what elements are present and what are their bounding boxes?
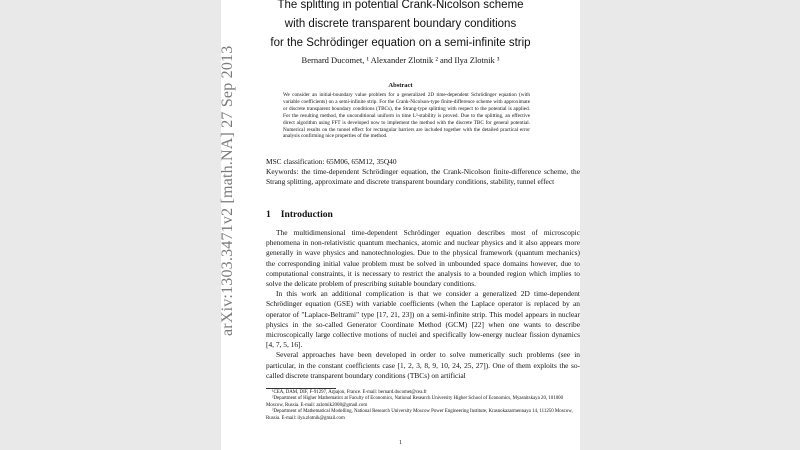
footnote: ³Department of Mathematical Modelling, National Research University Moscow Power Engineering Institute, Krasnokazarmennaya 14, 111250 Moscow, Russia. E-mail: ilya.zlotnik@gmail.com xyxy=(266,409,573,421)
arxiv-identifier: arXiv:1303.3471v2 [math.NA] 27 Sep 2013 xyxy=(219,45,236,336)
footnote: ²Department of Higher Mathematics at Faculty of Economics, National Research University Higher School of Economics, Myasnitskaya 20, 101000 Moscow, Russia. E-mail: azlotnik2008@gmail.com xyxy=(266,396,564,408)
paragraph: Several approaches have been developed in order to solve numerically such problems (see in particular, in the constant coefficients case [1, 2, 3, 8, 9, 10, 24, 25, 27]). One of them exploits the so-called discrete transparent boundary conditions (TBCs) on artificial xyxy=(266,350,580,380)
footnote: ¹CEA, DAM, DIF, F-91297, Arpajon, France. E-mail: bernard.ducomet@cea.fr xyxy=(272,390,427,395)
footnotes xyxy=(266,390,580,422)
msc-classification: MSC classification: 65M06, 65M12, 35Q40 xyxy=(266,157,397,166)
footnote-divider xyxy=(266,388,336,389)
paragraph: The multidimensional time-dependent Schrödinger equation describes most of microscopic phenomena in non-relativistic quantum mechanics, atomic and nuclear physics and it also appears more generally in wave physics and nanotechnologies. Due to the physical framework (quantum mechanics) the corresponding initial value problem must be solved in unbounded space domains however, due to computational constraints, it is necessary to restrict the analysis to a bounded region which implies to solve the delicate problem of prescribing suitable boundary conditions. xyxy=(266,228,580,289)
abstract-heading: Abstract xyxy=(388,82,413,89)
title-line: for the Schrödinger equation on a semi-infinite strip xyxy=(270,37,531,49)
keywords: Keywords: the time-dependent Schrödinger equation, the Crank-Nicolson finite-difference scheme, the Strang splitting, approximate and discrete transparent boundary conditions, stability, tunnel effect xyxy=(266,167,580,187)
section-heading xyxy=(266,209,333,220)
abstract-text: We consider an initial-boundary value problem for a generalized 2D time-dependent Schrödinger equation (with variable coefficients) on a semi-infinite strip. For the Crank-Nicolson-type finite-difference scheme with approximate or discrete transparent boundary conditions (TBCs), the Strang-type splitting with respect to the potential is applied. For the resulting method, the unconditional uniform in time L²-stability is proved. Due to the splitting, an effective direct algorithm using FFT is developed now to implement the method with the discrete TBC for general potential. Numerical results on the tunnel effect for rectangular barriers are included together with the detailed practical error analysis confirming nice properties of the method. xyxy=(283,92,530,140)
title-line: The splitting in potential Crank-Nicolson scheme xyxy=(277,0,524,11)
title-line: with discrete transparent boundary conditions xyxy=(284,18,517,30)
introduction-body xyxy=(266,228,580,381)
paper-page xyxy=(221,0,580,450)
section-title: Introduction xyxy=(280,209,333,220)
page-number: 1 xyxy=(399,440,402,446)
paragraph: In this work an additional complication is that we consider a generalized 2D time-dependent Schrödinger equation (GSE) with variable coefficients (when the Laplace operator is replaced by an operator of "Laplace-Beltrami" type [17, 21, 23]) on a semi-infinite strip. This model appears in nuclear physics in the so-called Generator Coordinate Method (GCM) [22] when one wants to describe microscopically large collective motions of nuclei and specifically low-energy nuclear fission dynamics [4, 7, 5, 16]. xyxy=(266,289,580,350)
author-list: Bernard Ducomet, ¹ Alexander Zlotnik ² and Ilya Zlotnik ³ xyxy=(301,55,500,65)
paper-title xyxy=(221,0,580,53)
section-number: 1 xyxy=(266,209,271,220)
